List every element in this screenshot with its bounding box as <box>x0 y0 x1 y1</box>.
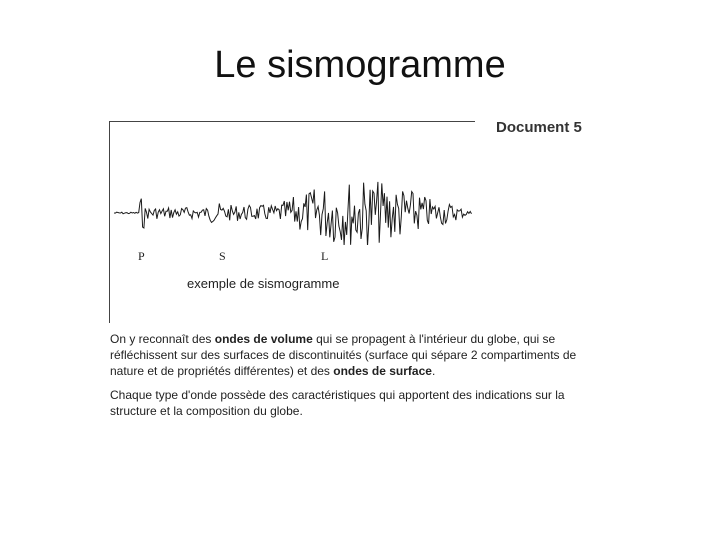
paragraph-waves <box>110 331 610 379</box>
wave-label-s: S <box>219 249 226 263</box>
paragraph-characteristics: Chaque type d'onde possède des caractéristiques qui apportent des indications sur la structure et la composition du globe. <box>110 388 565 418</box>
document-label: Document 5 <box>496 119 582 136</box>
slide-title: Le sismogramme <box>214 44 506 86</box>
para1-text-1: On y reconnaît des <box>110 332 215 346</box>
para1-text-2: qui se propagent à l'intérieur du globe, qui se réfléchissent sur des surfaces de discontinuités (surface qui sépare 2 compartiments de nature et de propriétés différentes) et des <box>110 332 577 378</box>
seismogram-trace <box>110 165 475 245</box>
para1-text-3: . <box>431 364 436 378</box>
wave-label-l: L <box>321 249 329 263</box>
wave-label-p: P <box>138 249 145 263</box>
figure-frame-top <box>109 121 475 122</box>
para1-bold-volume: ondes de volume <box>214 332 313 346</box>
para1-bold-surface: ondes de surface <box>333 364 432 378</box>
figure-caption: exemple de sismogramme <box>187 276 340 291</box>
